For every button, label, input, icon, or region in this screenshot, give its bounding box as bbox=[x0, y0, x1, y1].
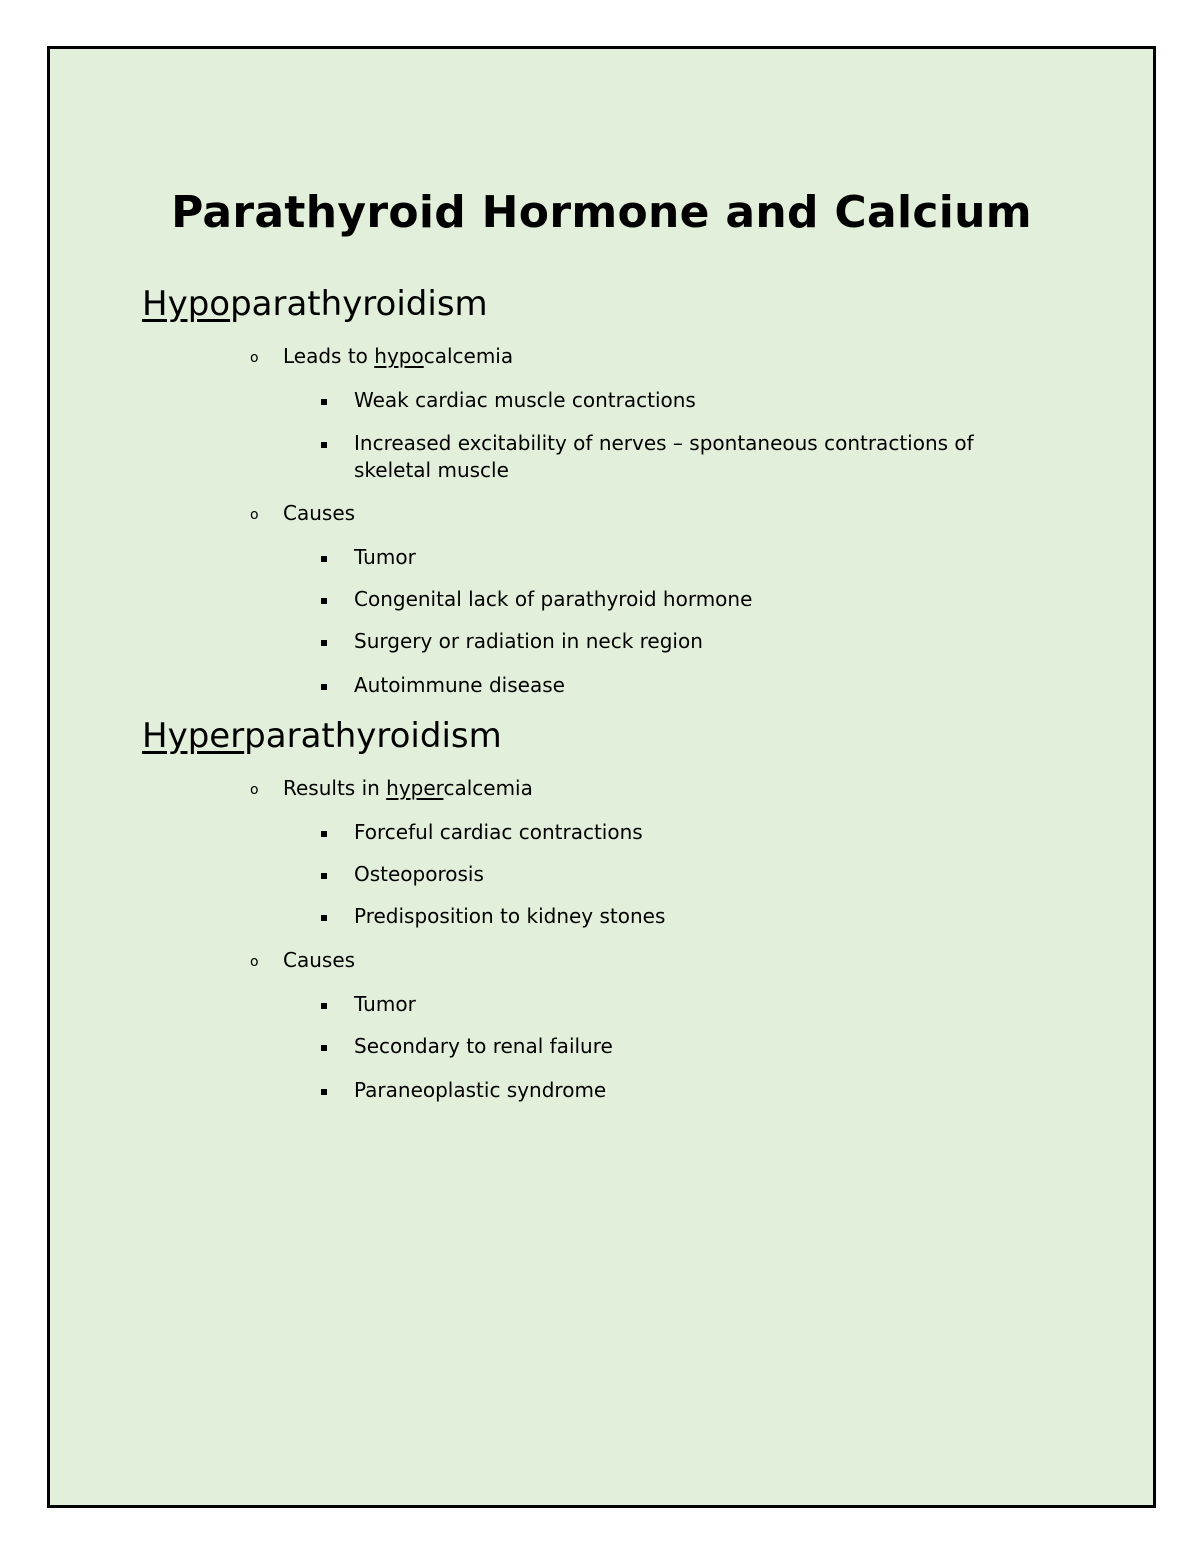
heading-prefix: Hypo bbox=[142, 284, 231, 324]
effect-underlined: hypo bbox=[374, 344, 424, 368]
square-bullet-icon bbox=[321, 556, 327, 562]
list-item bbox=[354, 544, 1044, 571]
causes-label: Causes bbox=[283, 948, 356, 972]
list-item-effect bbox=[250, 775, 533, 802]
square-bullet-icon bbox=[321, 640, 327, 646]
causes-label: Causes bbox=[283, 501, 356, 525]
square-bullet-icon bbox=[321, 684, 327, 690]
circle-bullet-icon: o bbox=[250, 350, 259, 366]
list-item-text: Surgery or radiation in neck region bbox=[354, 629, 703, 653]
square-bullet-icon bbox=[321, 915, 327, 921]
list-item-text: Osteoporosis bbox=[354, 862, 484, 886]
list-item-text: Tumor bbox=[354, 992, 416, 1016]
list-item bbox=[354, 861, 1044, 888]
list-item bbox=[354, 903, 1044, 930]
list-item bbox=[354, 586, 1044, 613]
circle-bullet-icon: o bbox=[250, 782, 259, 798]
list-item bbox=[354, 991, 1044, 1018]
list-item-text: Forceful cardiac contractions bbox=[354, 820, 643, 844]
list-item-text: Secondary to renal failure bbox=[354, 1034, 613, 1058]
list-item-text: Congenital lack of parathyroid hormone bbox=[354, 587, 753, 611]
list-item-text: Paraneoplastic syndrome bbox=[354, 1078, 607, 1102]
square-bullet-icon bbox=[321, 598, 327, 604]
list-item bbox=[354, 430, 1044, 484]
heading-prefix: Hyper bbox=[142, 716, 245, 756]
effect-rest: calcemia bbox=[443, 776, 533, 800]
section-heading-hypoparathyroidism bbox=[142, 284, 488, 324]
square-bullet-icon bbox=[321, 399, 327, 405]
square-bullet-icon bbox=[321, 1045, 327, 1051]
page-title: Parathyroid Hormone and Calcium bbox=[171, 187, 1032, 238]
square-bullet-icon bbox=[321, 873, 327, 879]
section-heading-hyperparathyroidism bbox=[142, 716, 502, 756]
circle-bullet-icon: o bbox=[250, 954, 259, 970]
effect-rest: calcemia bbox=[423, 344, 514, 368]
heading-rest: parathyroidism bbox=[244, 716, 502, 756]
list-item-causes bbox=[250, 947, 356, 974]
square-bullet-icon bbox=[321, 442, 327, 448]
square-bullet-icon bbox=[321, 1089, 327, 1095]
list-item-text: Autoimmune disease bbox=[354, 673, 565, 697]
list-item-text: Weak cardiac muscle contractions bbox=[354, 388, 696, 412]
list-item bbox=[354, 1033, 1044, 1060]
effect-underlined: hyper bbox=[386, 776, 444, 800]
effect-lead: Leads to bbox=[283, 344, 375, 368]
list-item-text: Increased excitability of nerves – spontaneous contractions of skeletal muscle bbox=[354, 431, 974, 482]
circle-bullet-icon: o bbox=[250, 507, 259, 523]
list-item-text: Predisposition to kidney stones bbox=[354, 904, 666, 928]
list-item bbox=[354, 387, 1044, 414]
list-item-effect bbox=[250, 343, 514, 370]
square-bullet-icon bbox=[321, 1003, 327, 1009]
list-item bbox=[354, 1077, 1044, 1104]
list-item-text: Tumor bbox=[354, 545, 416, 569]
list-item bbox=[354, 819, 1044, 846]
list-item-causes bbox=[250, 500, 356, 527]
list-item bbox=[354, 672, 1044, 699]
effect-lead: Results in bbox=[283, 776, 387, 800]
document-page bbox=[47, 46, 1156, 1508]
list-item bbox=[354, 628, 1044, 655]
heading-rest: parathyroidism bbox=[230, 284, 488, 324]
square-bullet-icon bbox=[321, 831, 327, 837]
